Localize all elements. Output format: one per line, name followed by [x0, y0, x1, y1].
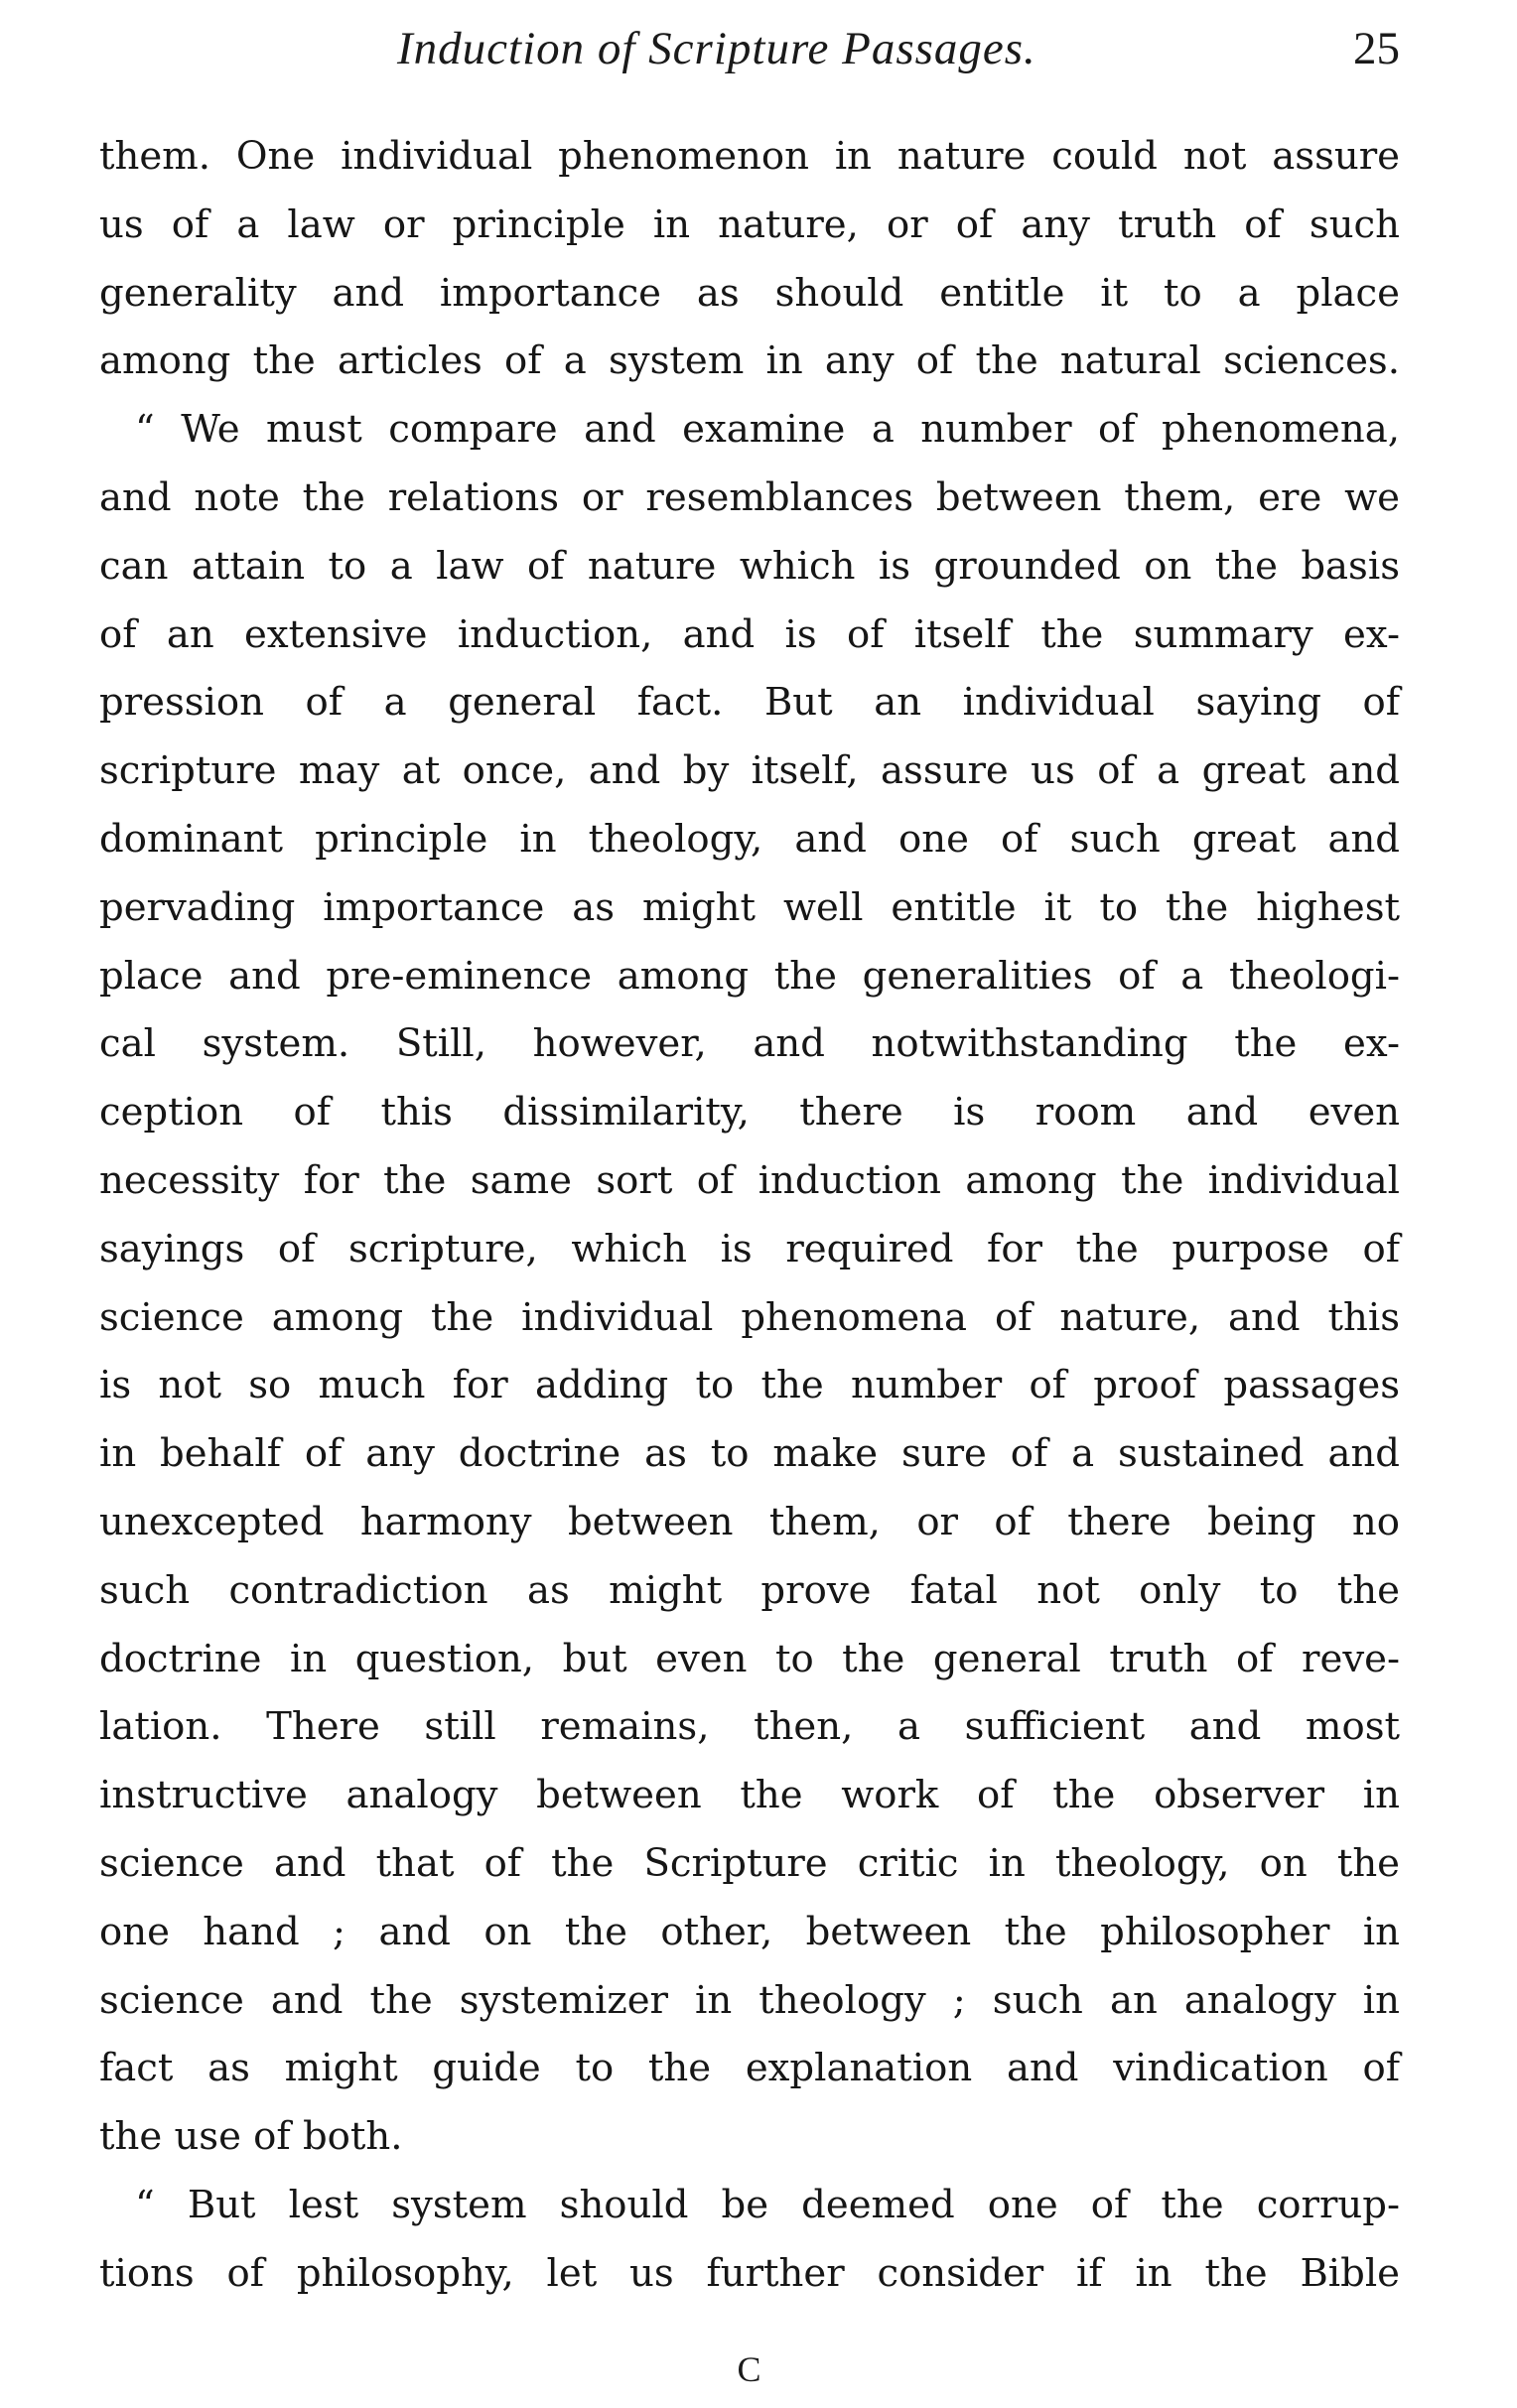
text-line: scripture may at once, and by itself, assure us of a great and [99, 748, 1400, 794]
text-line: science and that of the Scripture critic in theology, on the [99, 1840, 1400, 1886]
text-line: science among the individual phenomena of nature, and this [99, 1294, 1400, 1340]
text-line: instructive analogy between the work of the observer in [99, 1773, 1400, 1818]
running-title: Induction of Scripture Passages. [397, 23, 1036, 74]
text-line: among the articles of a system in any of the natural sciences. [99, 338, 1400, 384]
text-line: pression of a general fact. But an individual saying of [99, 680, 1400, 726]
text-line: generality and importance as should entitle it to a place [99, 270, 1400, 316]
text-line: sayings of scripture, which is required for the purpose of [99, 1226, 1400, 1271]
text-line: ception of this dissimilarity, there is room and even [99, 1090, 1400, 1136]
paragraph-end-line: the use of both. [99, 2114, 403, 2160]
text-line: doctrine in question, but even to the general truth of reve- [99, 1636, 1400, 1681]
text-line: lation. There still remains, then, a sufficient and most [99, 1704, 1400, 1750]
text-line: in behalf of any doctrine as to make sure of a sustained and [99, 1431, 1400, 1477]
book-page [99, 22, 1400, 2389]
text-line: cal system. Still, however, and notwithstanding the ex- [99, 1021, 1400, 1067]
text-line: necessity for the same sort of induction among the individual [99, 1157, 1400, 1203]
page-number: 25 [1353, 23, 1400, 74]
text-line: pervading importance as might well entitle it to the highest [99, 884, 1400, 930]
text-line: and note the relations or resemblances between them, ere we [99, 474, 1400, 520]
signature-mark: C [737, 2349, 762, 2389]
text-line: such contradiction as might prove fatal not only to the [99, 1567, 1400, 1613]
paragraph-start-line: “ We must compare and examine a number of phenomena, [135, 407, 1400, 453]
text-line: them. One individual phenomenon in nature could not assure [99, 134, 1400, 179]
body-text [99, 123, 1400, 2309]
text-line: of an extensive induction, and is of itself the summary ex- [99, 611, 1400, 657]
text-line: science and the systemizer in theology ; such an analogy in [99, 1977, 1400, 2023]
text-line: is not so much for adding to the number of proof passages [99, 1363, 1400, 1408]
text-line: fact as might guide to the explanation and vindication of [99, 2046, 1400, 2091]
text-line: dominant principle in theology, and one of such great and [99, 816, 1400, 862]
text-line: one hand ; and on the other, between the philosopher in [99, 1909, 1400, 1954]
text-line: us of a law or principle in nature, or of any truth of such [99, 201, 1400, 247]
running-head [99, 22, 1400, 91]
text-line: can attain to a law of nature which is grounded on the basis [99, 543, 1400, 589]
text-line: place and pre-eminence among the generalities of a theologi- [99, 953, 1400, 999]
text-line: unexcepted harmony between them, or of there being no [99, 1499, 1400, 1544]
paragraph-start-line: “ But lest system should be deemed one of the corrup- [135, 2182, 1400, 2227]
text-line: tions of philosophy, let us further consider if in the Bible [99, 2250, 1400, 2296]
